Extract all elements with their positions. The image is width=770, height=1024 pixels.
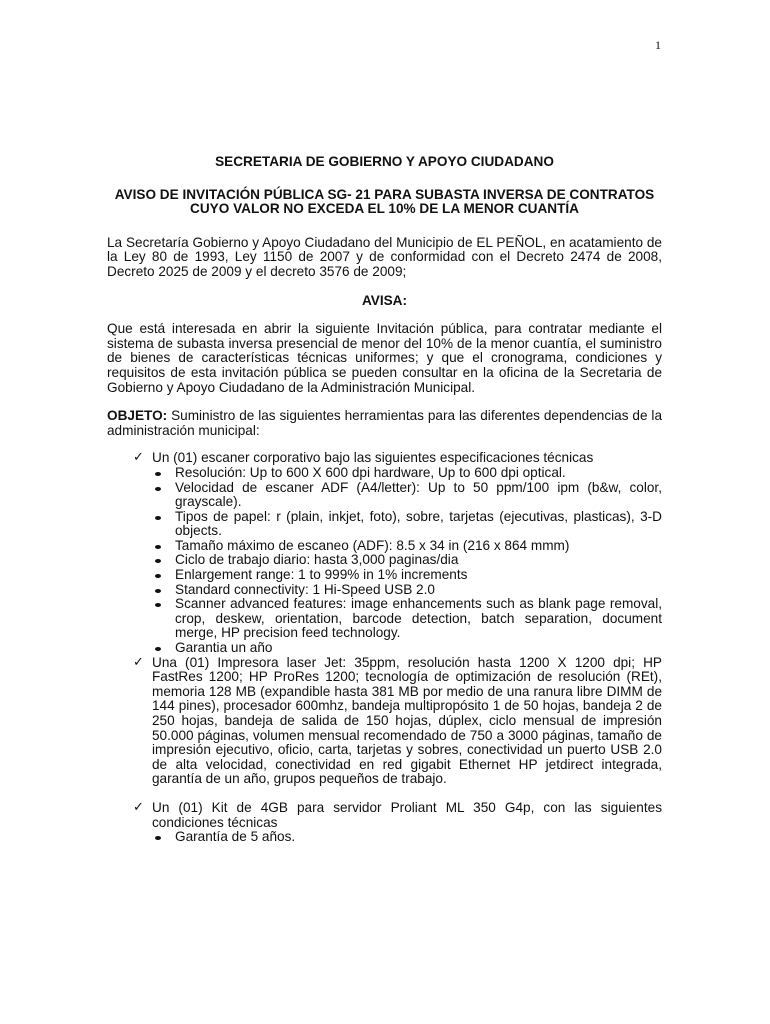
spec-item-text: Resolución: Up to 600 X 600 dpi hardware, Up to 600 dpi optical.	[175, 464, 566, 480]
checkmark-icon: ✓	[133, 799, 144, 815]
document-title: SECRETARIA DE GOBIERNO Y APOYO CIUDADANO	[215, 154, 554, 169]
list-item	[107, 801, 662, 845]
bullet-dot-icon	[155, 487, 161, 491]
spec-item	[152, 466, 662, 481]
spec-item	[152, 641, 662, 656]
list-item	[107, 451, 662, 655]
bullet-dot-icon	[155, 516, 161, 520]
bullet-dot-icon	[155, 836, 161, 840]
spec-item-text: Enlargement range: 1 to 999% in 1% increments	[175, 567, 468, 583]
spec-item-text: Velocidad de escaner ADF (A4/letter): Up to 50 ppm/100 ipm (b&w, color, grayscale).	[175, 479, 662, 510]
spec-item-text: Standard connectivity: 1 Hi-Speed USB 2.0	[175, 581, 435, 597]
bullet-dot-icon	[155, 589, 161, 593]
document-subtitle: AVISO DE INVITACIÓN PÚBLICA SG- 21 PARA SUBASTA INVERSA DE CONTRATOS CUYO VALOR NO EXCEDA EL 10% DE LA MENOR CUANTÍA	[114, 186, 655, 217]
avisa-heading: AVISA:	[361, 292, 408, 308]
list-item-text: Una (01) Impresora laser Jet: 35ppm, resolución hasta 1200 X 1200 dpi; HP FastRes 1200; HP ProRes 1200; tecnología de optimización de resolución (REt), memoria 128 MB (expandible hasta 381 MB por medio de una ranura libre DIMM de 144 pines), procesador 600mhz, bandeja multipropósito 1 de 50 hojas, bandeja 2 de 250 hojas, bandeja de salida de 150 hojas, dúplex, ciclo mensual de impresión 50.000 páginas, volumen mensual recomendado de 750 a 3000 páginas, tamaño de impresión ejecutivo, oficio, carta, tarjetas y sobres, conectividad un puerto USB 2.0 de alta velocidad, conectividad en red gigabit Ethernet HP jetdirect integrada, garantía de un año, grupos pequeños de trabajo.	[152, 654, 662, 787]
spec-item-text: Tamaño máximo de escaneo (ADF): 8.5 x 34 in (216 x 864 mmm)	[175, 537, 570, 553]
spec-item	[152, 830, 662, 845]
spec-item-text: Ciclo de trabajo diario: hasta 3,000 paginas/dia	[175, 552, 459, 568]
spec-item-text: Garantia un año	[175, 640, 273, 656]
spec-list	[152, 466, 662, 656]
bullet-dot-icon	[155, 559, 161, 563]
spec-list	[152, 830, 662, 845]
spec-item	[152, 583, 662, 598]
bullet-dot-icon	[155, 603, 161, 607]
list-item-text: Un (01) Kit de 4GB para servidor Proliant ML 350 G4p, con las siguientes condiciones técnicas	[152, 799, 662, 830]
spec-item	[152, 597, 662, 641]
list-item-text: Un (01) escaner corporativo bajo las siguientes especificaciones técnicas	[152, 450, 594, 466]
spec-item-text: Scanner advanced features: image enhancements such as blank page removal, crop, deskew, orientation, barcode detection, batch separation, document merge, HP precision feed technology.	[175, 596, 662, 641]
list-item	[107, 656, 662, 787]
spec-item-text: Tipos de papel: r (plain, inkjet, foto), sobre, tarjetas (ejecutivas, plasticas), 3-D objects.	[175, 508, 662, 539]
spec-item	[152, 539, 662, 554]
intro-paragraph: La Secretaría Gobierno y Apoyo Ciudadano del Municipio de EL PEÑOL, en acatamiento de la Ley 80 de 1993, Ley 1150 de 2007 y de conformidad con el Decreto 2474 de 2008, Decreto 2025 de 2009 y el decreto 3576 de 2009;	[107, 234, 662, 279]
document-body	[107, 155, 662, 845]
page-number: 1	[655, 38, 661, 52]
objeto-paragraph	[107, 409, 662, 438]
bullet-dot-icon	[155, 574, 161, 578]
spec-item	[152, 553, 662, 568]
bullet-dot-icon	[155, 472, 161, 476]
spec-item	[152, 568, 662, 583]
items-list	[107, 451, 662, 844]
spec-item	[152, 481, 662, 510]
checkmark-icon: ✓	[133, 450, 144, 466]
spec-item-text: Garantía de 5 años.	[175, 829, 296, 845]
spec-item	[152, 510, 662, 539]
bullet-dot-icon	[155, 647, 161, 651]
avisa-paragraph: Que está interesada en abrir la siguiente Invitación pública, para contratar mediante el sistema de subasta inversa presencial de menor del 10% de la menor cuantía, el suministro de bienes de características técnicas uniformes; y que el cronograma, condiciones y requisitos de esta invitación pública se pueden consultar en la oficina de la Secretaria de Gobierno y Apoyo Ciudadano de la Administración Municipal.	[107, 321, 662, 395]
objeto-text: Suministro de las siguientes herramientas para las diferentes dependencias de la administración municipal:	[107, 408, 662, 438]
bullet-dot-icon	[155, 545, 161, 549]
checkmark-icon: ✓	[133, 654, 144, 670]
objeto-label: OBJETO:	[107, 408, 168, 424]
